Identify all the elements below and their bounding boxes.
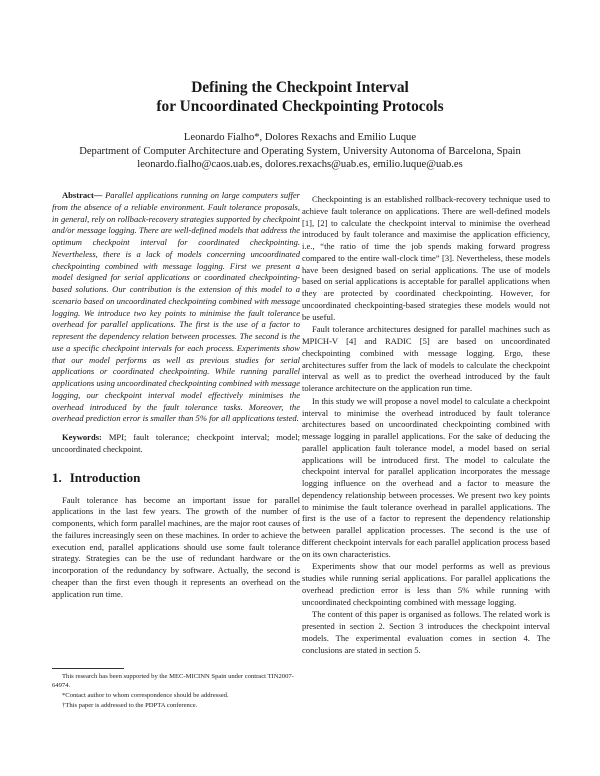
footnotes: [52, 668, 300, 711]
footnote-contact: *Contact author to whom correspondence should be addressed.: [62, 692, 229, 699]
abstract-text: Parallel applications running on large computers suffer from the absence of a reliable environment. Fault tolerance proposals, in general, rely on rollback-recovery strategies supported by checkpoint and/or message logging. There are well-defined models that address the optimum checkpoint interval for coordinated checkpointing. Nevertheless, there is a lack of models concerning uncoordinated checkpointing combined with message logging. First we present a model designed for serial applications or coordinated checkpointing-based solutions. Our contribution is the extension of this model to a scenario based on uncoordinated checkpointing combined with message logging. We introduce two key points to minimise the fault tolerance overhead for parallel applications. The first is the use of a factor to represent the dependency relation between processes. The second is the use a specific checkpoint intervals for each process. Experiments show that our model performs as well as previous studies for serial applications or coordinated checkpointing. While running parallel applications using uncoordinated checkpointing combined with message logging, our checkpoint interval model effectively minimises the overhead introduced by the fault tolerance tasks. Moreover, the overhead prediction error is smaller than 5% for all applications tested.: [52, 190, 300, 424]
footnote-funding: This research has been supported by the MEC-MICINN Spain under contract TIN2007-64974.: [52, 673, 294, 689]
right-column: [302, 194, 550, 657]
abstract-label: Abstract—: [62, 190, 103, 200]
author-emails: leonardo.fialho@caos.uab.es, dolores.rexachs@uab.es, emilio.luque@uab.es: [137, 159, 463, 171]
author-block: [0, 131, 600, 172]
keywords: [52, 432, 300, 456]
author-names: Leonardo Fialho*, Dolores Rexachs and Emilio Luque: [183, 132, 417, 143]
title-line-1: Defining the Checkpoint Interval: [191, 79, 409, 96]
body-paragraph: Checkpointing is an established rollback-recovery technique used to achieve fault tolerance on applications. There are well-defined models [1], [2] to calculate the checkpoint interval to minimise the overhead introduced by fault tolerance and maximise the application efficiency, i.e., “the ratio of time the job spends making forward progress compared to the entire wall-clock time” [3]. Nevertheless, these models have been designed based on serial applications. The use of models based on serial applications is acceptable for parallel applications when they are protected by coordinated checkpointing. However, for uncoordinated checkpointing-based strategies these models would not be useful.: [302, 194, 550, 322]
footnote-rule: [52, 668, 124, 669]
body-paragraph: The content of this paper is organised as follows. The related work is presented in section 2. Section 3 introduces the checkpoint interval models. The experimental evaluation comes in section 4. The conclusions are stated in section 5.: [302, 609, 550, 655]
body-paragraph: In this study we will propose a novel model to calculate a checkpoint interval to minimise the overhead introduced by fault tolerance architectures based on uncoordinated checkpointing combined with message logging in parallel applications. For the sake of deducing the parallel application fault tolerance model, a model based on serial applications will be introduced first. The model to calculate the checkpoint interval for parallel application incorporates the message logging influence on the overhead and a factor to measure the dependency relationship between processes. We present two key points to minimise the fault tolerance overhead in parallel applications. The first is the use of a factor to represent the dependency relationship between parallel application processes. The second is the use of different checkpoint intervals for each parallel application process based on its own characteristics.: [302, 395, 550, 559]
body-paragraph: Fault tolerance architectures designed for parallel machines such as MPICH-V [4] and RADIC [5] are based on uncoordinated checkpointing combined with message logging. Ergo, these architectures suffer from the lack of models to calculate the checkpoint interval as well as to predict the overhead introduced by the fault tolerance architecture on the application run time.: [302, 324, 550, 393]
title-line-2: for Uncoordinated Checkpointing Protocols: [156, 98, 444, 115]
section-title: Introduction: [69, 469, 141, 485]
intro-paragraph-1: Fault tolerance has become an important issue for parallel applications in the last few years. The growth of the number of components, which form parallel machines, are the major root causes of the failures increasingly seen on these machines. In order to achieve the execution end, parallel applications should use some fault tolerance strategy. Strategies can be the use of redundant hardware or the incorporation of the redundancy by software. Actually, the second is cheaper than the first even though it represents an overhead on the application run time.: [52, 494, 300, 599]
left-column: [52, 190, 300, 601]
keywords-label: Keywords:: [62, 432, 102, 442]
body-paragraph: Experiments show that our model performs as well as previous studies while running serial applications. For parallel applications the overhead prediction error is less than 5% while running with uncoordinated checkpointing combined with message logging.: [302, 561, 550, 607]
footnote-conference: †This paper is addressed to the PDPTA conference.: [62, 702, 198, 709]
abstract: [52, 190, 300, 425]
affiliation: Department of Computer Architecture and Operating System, University Autonoma of Barcelona, Spain: [79, 145, 521, 157]
keywords-text: MPI; fault tolerance; checkpoint interval; model; uncoordinated checkpoint.: [52, 432, 301, 454]
section-number: 1.: [52, 469, 62, 485]
section-heading-introduction: [52, 470, 300, 486]
paper-title: [0, 78, 600, 116]
